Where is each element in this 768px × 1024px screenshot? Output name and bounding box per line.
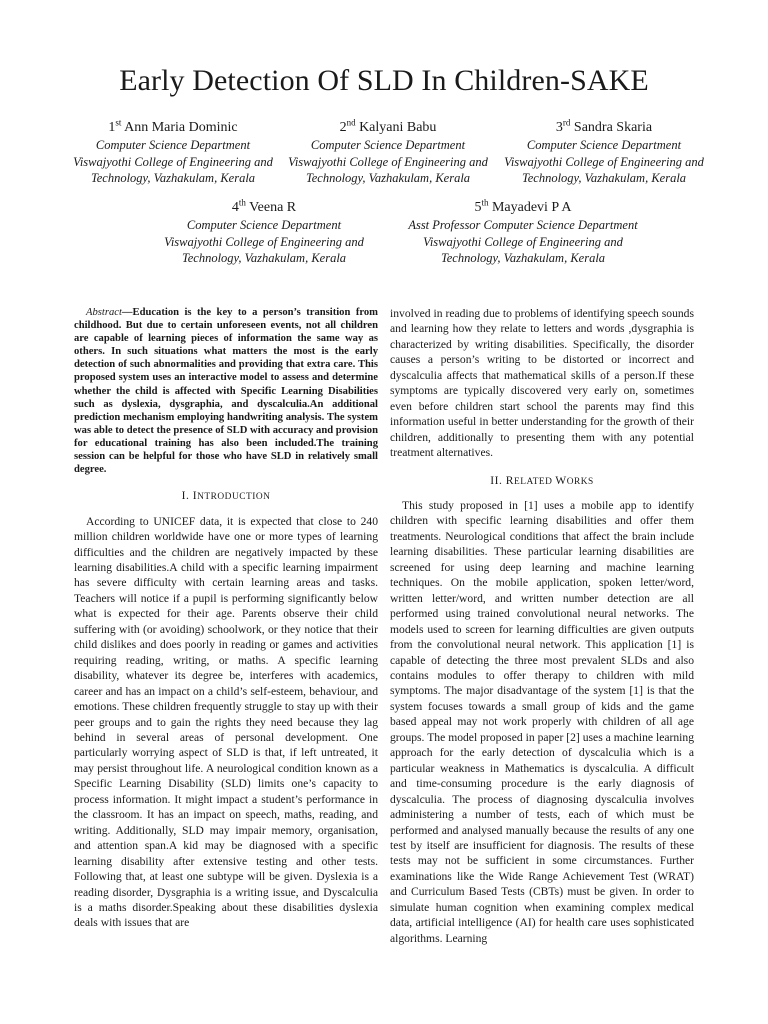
abstract-text: —Education is the key to a person’s transition from childhood. But due to certain unforeseen events, not all children are capable of learning pieces of information the same way as others. In such situations what matters the most is the early detection of such abnormalities and providing that extra care. This proposed system uses an interactive model to assess and determine whether the child is affected with Specific Learning Disabilities such as dyslexia, dysgraphia, and dyscalculia.An additional prediction mechanism employing handwriting analysis. The system was able to detect the presence of SLD with accuracy and provision for educational training has also been included.The training session can be helpful for those who have SLD in relatively small degree. (74, 307, 378, 476)
right-column (390, 306, 694, 946)
related-works-paragraph: This study proposed in [1] uses a mobile app to identify children with specific learning disabilities and offer them treatments. Neurological conditions that affect the brain include learning disabilities. These particular learning disabilities are screened for using deep learning and machine learning techniques. On the mobile application, spoken letter/word, written letter/word, and written number detection are all performed using trained convolutional neural networks. The models used to screen for learning difficulties are given outputs from the convolutional neural network. This application [1] is capable of detecting the three most prevalent SLDs and also contains modules to offer therapy to children with mild symptoms. The major disadvantage of the system [1] is that the system focuses towards a small group of kids and the game based appeal may not work properly with children of all age groups. The model proposed in paper [2] uses a machine learning approach for the early detection of dyscalculia which is a particular weakness in Mathematics is dyscalculia. A difficult and time-consuming procedure is the early diagnosis of dyscalculia. The process of diagnosing dyscalculia involves administering a number of tests, each of which must be performed and analysed manually because the results of any one test by itself are insufficient for diagnosis. The results of these tests may not be sufficient in some circumstances. Further examinations like the Wide Range Achievement Test (WRAT) and Curriculum Based Tests (CBTs) must be given. In order to simulate human cognition when examining complex medical data, artificial intelligence (AI) for health care uses sophisticated algorithms. Learning (390, 498, 694, 945)
author-affiliation-location: Technology, Vazhakulam, Kerala (90, 171, 256, 185)
abstract (74, 306, 378, 476)
author-ordinal: 4 (231, 200, 239, 215)
author-block-4 (148, 198, 380, 267)
author-name (148, 198, 380, 217)
author-affiliation: Viswajyothi College of Engineering and (288, 154, 488, 169)
author-affiliation-location: Technology, Vazhakulam, Kerala (521, 171, 687, 185)
author-department: Computer Science Department (95, 138, 251, 152)
author-affiliation: Viswajyothi College of Engineering and (423, 234, 623, 249)
author-block-2 (272, 118, 504, 187)
author-name-text: Kalyani Babu (359, 120, 437, 135)
author-ordinal-suffix: st (115, 117, 122, 128)
author-affiliation: Viswajyothi College of Engineering and (504, 154, 704, 169)
author-department: Asst Professor Computer Science Department (408, 218, 638, 232)
author-ordinal-suffix: rd (562, 117, 571, 128)
heading-capital: W (555, 473, 567, 487)
left-column (74, 306, 378, 931)
author-ordinal: 1 (108, 120, 116, 135)
author-department: Computer Science Department (310, 138, 466, 152)
author-ordinal: 2 (339, 120, 347, 135)
author-ordinal: 3 (555, 120, 563, 135)
introduction-continuation-paragraph: involved in reading due to problems of identifying speech sounds and learning how they relate to letters and words ,dysgraphia is characterized by writing disabilities. Specifically, the disorder causes a person’s writing to be distorted or incorrect and dyscalculia affects that mathematical skills of a person.If these symptoms are typically discovered very early on, sometimes even before children start school the parents may find this information useful in better understanding for the growth of their children, additionally to presenting them with any potential treatment alternatives. (390, 307, 694, 460)
section-heading-related-works (390, 473, 694, 490)
author-affiliation-location: Technology, Vazhakulam, Kerala (440, 251, 606, 265)
introduction-paragraph: According to UNICEF data, it is expected that close to 240 million children worldwide have one or more types of learning difficulties and the children are negatively impacted by these learning disabilities.A child with a specific learning impairment has severe difficulty with certain learning areas and tasks. Teachers will notice if a pupil is performing significantly below what is expected for their age. Parents observe their child suffering with (or avoiding) schoolwork, or they notice that their child dislikes and does poorly in reading or games and activities requiring reading, writing, or maths. A specific learning disability, whatever its degree be, interferes with academics, career and has an impact on a child’s self-esteem, behaviour, and emotions. These children frequently struggle to stay up with their peer groups and to gain the rights they need because they lag behind in several areas of personal development. One particularly worrying aspect of SLD is that, if left untreated, it may persist throughout life. A neurological condition known as a Specific Learning Disability (SLD) limits one’s capacity to process information. It might impact a student’s performance in the classroom. It has an impact on speech, maths, reading, and writing. Additionally, SLD may impair memory, organisation, and attention span.A kid may be diagnosed with a specific learning disability after extensive testing and other tests. Following that, at least one subtype will be given. Dyslexia is a reading disorder, Dysgraphia is a writing issue, and Dyscalculia is a maths disorder.Speaking about these disabilities dyslexia deals with issues that are (74, 514, 378, 930)
section-heading-introduction (74, 488, 378, 505)
author-block-5 (398, 198, 648, 267)
abstract-label: Abstract (86, 307, 122, 318)
heading-numeral: II. R (490, 473, 515, 487)
author-name (488, 118, 720, 137)
heading-smallcaps: ELATED (514, 476, 556, 487)
author-affiliation: Viswajyothi College of Engineering and (164, 234, 364, 249)
heading-numeral: I. I (181, 489, 198, 503)
author-ordinal-suffix: th (238, 197, 246, 208)
author-block-3 (488, 118, 720, 187)
author-name-text: Sandra Skaria (573, 120, 653, 135)
author-ordinal-suffix: th (481, 197, 489, 208)
author-name-text: Ann Maria Dominic (124, 120, 238, 135)
paper-title: Early Detection Of SLD In Children-SAKE (119, 64, 649, 97)
author-affiliation: Viswajyothi College of Engineering and (73, 154, 273, 169)
author-name (57, 118, 289, 137)
author-block-1 (57, 118, 289, 187)
author-name (272, 118, 504, 137)
author-affiliation-location: Technology, Vazhakulam, Kerala (305, 171, 471, 185)
author-name (398, 198, 648, 217)
author-department: Computer Science Department (526, 138, 682, 152)
heading-smallcaps: ORKS (566, 476, 594, 487)
author-name-text: Mayadevi P A (491, 200, 572, 215)
author-department: Computer Science Department (186, 218, 342, 232)
author-ordinal-suffix: nd (346, 117, 356, 128)
author-ordinal: 5 (474, 200, 482, 215)
author-name-text: Veena R (249, 200, 297, 215)
heading-smallcaps: NTRODUCTION (197, 492, 271, 503)
author-affiliation-location: Technology, Vazhakulam, Kerala (181, 251, 347, 265)
